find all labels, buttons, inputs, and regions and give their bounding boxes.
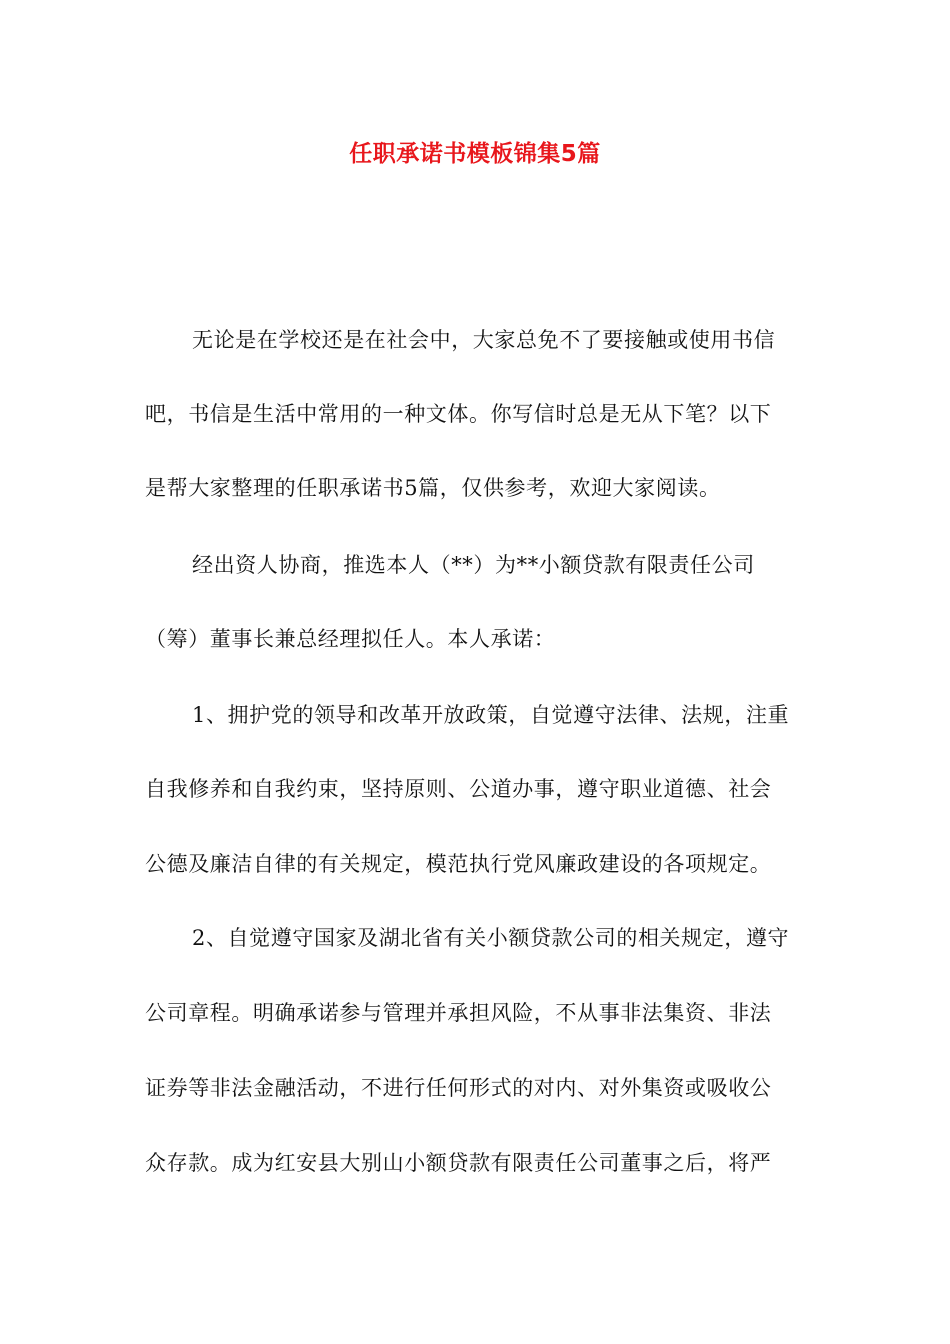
paragraph-line: 1、拥护党的领导和改革开放政策，自觉遵守法律、法规，注重	[192, 703, 790, 727]
paragraph-line: 公司章程。明确承诺参与管理并承担风险，不从事非法集资、非法	[145, 1001, 772, 1025]
paragraph-line: 众存款。成为红安县大别山小额贷款有限责任公司董事之后，将严	[145, 1151, 772, 1175]
paragraph-line: 证券等非法金融活动，不进行任何形式的对内、对外集资或吸收公	[145, 1076, 772, 1100]
paragraph-line: 经出资人协商，推选本人（**）为**小额贷款有限责任公司	[192, 553, 755, 577]
paragraph-line: 2、自觉遵守国家及湖北省有关小额贷款公司的相关规定，遵守	[192, 926, 790, 950]
document-title: 任职承诺书模板锦集5篇	[349, 141, 601, 167]
paragraph-line: 公德及廉洁自律的有关规定，模范执行党风廉政建设的各项规定。	[145, 852, 772, 876]
paragraph-line: 自我修养和自我约束，坚持原则、公道办事，遵守职业道德、社会	[145, 777, 772, 801]
paragraph-line: 是帮大家整理的任职承诺书5篇，仅供参考，欢迎大家阅读。	[145, 476, 721, 500]
paragraph-line: （筹）董事长兼总经理拟任人。本人承诺：	[145, 627, 556, 651]
paragraph-line: 无论是在学校还是在社会中，大家总免不了要接触或使用书信	[192, 328, 776, 352]
paragraph-line: 吧，书信是生活中常用的一种文体。你写信时总是无从下笔？以下	[145, 402, 772, 426]
